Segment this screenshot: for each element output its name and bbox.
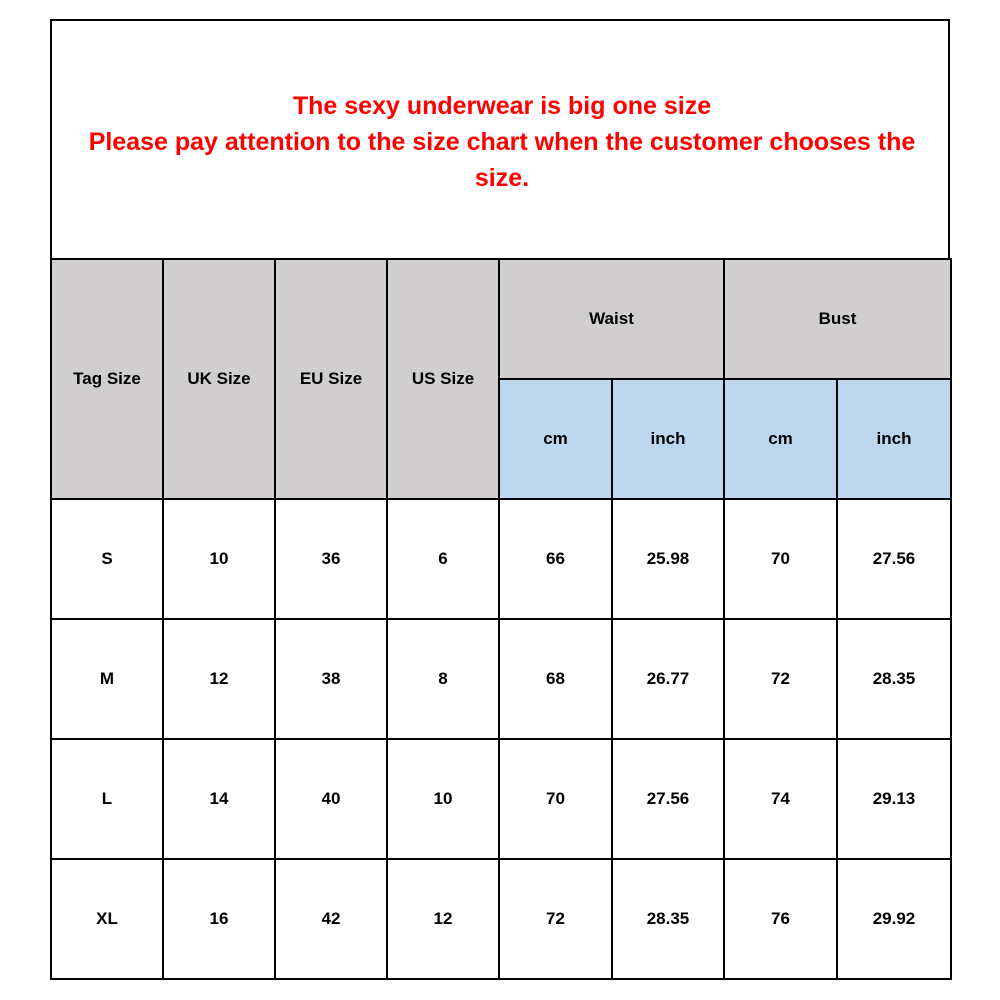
cell-eu-size: 36: [275, 499, 387, 619]
cell-waist-cm: 66: [499, 499, 612, 619]
header-eu-size: EU Size: [275, 259, 387, 499]
cell-uk-size: 16: [163, 859, 275, 979]
notice-line-3: size.: [474, 164, 530, 192]
cell-tag-size: L: [51, 739, 163, 859]
size-chart-document: [50, 19, 950, 978]
cell-us-size: 8: [387, 619, 499, 739]
cell-bust-inch: 28.35: [837, 619, 951, 739]
table-row-m: [51, 619, 951, 739]
cell-uk-size: 12: [163, 619, 275, 739]
cell-waist-inch: 25.98: [612, 499, 724, 619]
header-waist-inch: inch: [612, 379, 724, 499]
cell-waist-cm: 70: [499, 739, 612, 859]
cell-tag-size: XL: [51, 859, 163, 979]
cell-bust-cm: 74: [724, 739, 837, 859]
cell-uk-size: 14: [163, 739, 275, 859]
cell-bust-inch: 27.56: [837, 499, 951, 619]
cell-eu-size: 38: [275, 619, 387, 739]
cell-waist-inch: 27.56: [612, 739, 724, 859]
notice-line-1: The sexy underwear is big one size: [292, 92, 712, 120]
header-bust: Bust: [724, 259, 951, 379]
cell-bust-inch: 29.92: [837, 859, 951, 979]
cell-tag-size: S: [51, 499, 163, 619]
header-bust-cm: cm: [724, 379, 837, 499]
cell-bust-inch: 29.13: [837, 739, 951, 859]
cell-us-size: 6: [387, 499, 499, 619]
cell-us-size: 10: [387, 739, 499, 859]
cell-tag-size: M: [51, 619, 163, 739]
cell-bust-cm: 72: [724, 619, 837, 739]
header-row-top: [51, 259, 951, 379]
cell-waist-cm: 72: [499, 859, 612, 979]
cell-waist-inch: 28.35: [612, 859, 724, 979]
header-bust-inch: inch: [837, 379, 951, 499]
size-table: [50, 258, 952, 980]
table-row-xl: [51, 859, 951, 979]
header-tag-size: Tag Size: [51, 259, 163, 499]
header-waist: Waist: [499, 259, 724, 379]
header-us-size: US Size: [387, 259, 499, 499]
table-row-l: [51, 739, 951, 859]
cell-waist-inch: 26.77: [612, 619, 724, 739]
table-row-s: [51, 499, 951, 619]
header-uk-size: UK Size: [163, 259, 275, 499]
cell-us-size: 12: [387, 859, 499, 979]
cell-eu-size: 42: [275, 859, 387, 979]
notice-line-2: Please pay attention to the size chart when the customer chooses the: [88, 128, 916, 156]
size-notice-box: [50, 19, 950, 259]
cell-eu-size: 40: [275, 739, 387, 859]
cell-waist-cm: 68: [499, 619, 612, 739]
cell-uk-size: 10: [163, 499, 275, 619]
header-waist-cm: cm: [499, 379, 612, 499]
cell-bust-cm: 70: [724, 499, 837, 619]
cell-bust-cm: 76: [724, 859, 837, 979]
